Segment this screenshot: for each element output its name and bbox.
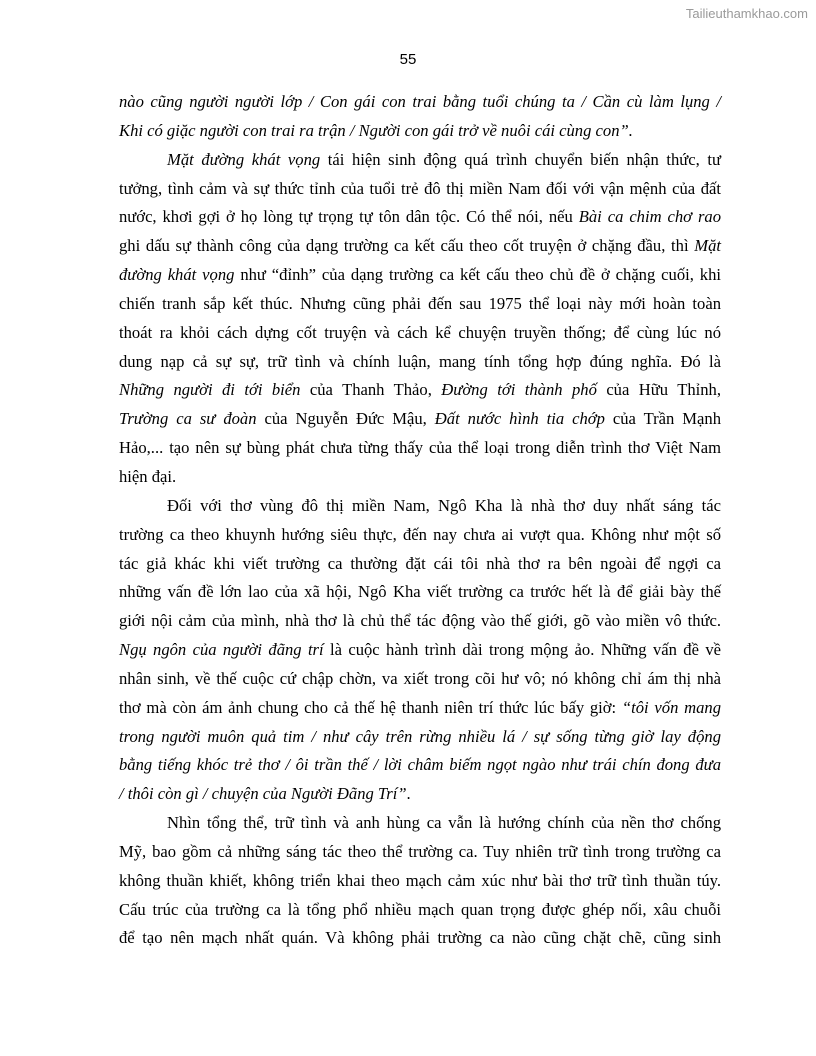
text-run: Mỹ, bao gồm cả những sáng tác theo thể trường ca. Tuy nhiên trữ tình trong trường ca [119,841,721,861]
italic-run: đường khát vọng [119,265,235,285]
page-number: 55 [399,51,417,68]
text-run: thơ mà còn ám ảnh chung cho cả thế hệ thanh niên trí thức lúc bấy giờ: [119,697,622,717]
text-line [119,88,721,117]
text-line [119,809,721,838]
text-run: để tạo nên mạch nhất quán. Và không phải trường ca nào cũng chặt chẽ, cũng sinh [119,928,721,948]
text-line [119,463,721,492]
italic-run: nào cũng người người lớp / Con gái con trai bằng tuổi chúng ta / Cần cù làm lụng / [119,92,721,111]
text-run: Nhìn tổng thể, trữ tình và anh hùng ca vẫn là hướng chính của nền thơ chống [167,813,721,833]
italic-run: Khi có giặc người con trai ra trận / Người con gái trở về nuôi cái cùng con”. [119,120,633,140]
text-line [119,405,721,434]
text-run: Cấu trúc của trường ca là tổng phổ nhiều mạch quan trọng được ghép nối, xâu chuỗi [119,899,721,919]
text-run: chiến tranh sắp kết thúc. Nhưng cũng phải đến sau 1975 thể loại này mới hoàn toàn [119,293,721,313]
text-line [119,232,721,261]
text-run: . [406,784,411,804]
italic-run: Ngụ ngôn của người đãng trí [119,640,324,660]
text-line [119,117,721,146]
italic-run: trong người muôn quả tim / như cây trên rừng nhiều lá / sự sống từng giờ lay động [119,726,721,746]
text-line [119,434,721,463]
text-line [119,838,721,867]
text-run: giới nội cảm của mình, nhà thơ là chủ thể tác động vào thế giới, gõ vào miền vô thức. [119,611,721,631]
text-line [119,896,721,925]
text-run: không thuần khiết, không triển khai theo mạch cảm xúc như bài thơ trữ tình thuần túy. [119,870,721,890]
text-line [119,924,721,953]
text-line [119,867,721,896]
text-run: tác giả khác khi viết trường ca thường đặt cái tôi nhà thơ ra bên ngoài để ngợi ca [119,553,721,573]
italic-run: Đường tới thành phố [441,380,597,400]
text-line [119,607,721,636]
text-line [119,492,721,521]
text-run: Hảo,... tạo nên sự bùng phát chưa từng thấy của thể loại trong diễn trình thơ Việt Nam [119,438,721,458]
watermark: Tailieuthamkhao.com [685,6,808,21]
italic-run: Những người đi tới biển [119,380,301,400]
text-line [119,261,721,290]
text-run: của Thanh Thảo, [300,380,442,400]
text-run: là cuộc hành trình dài trong mộng ảo. Những vấn đề về [323,640,721,660]
italic-run: Trường ca sư đoàn [119,409,257,429]
italic-run: Đất nước hình tia chớp [434,409,605,429]
italic-run: Mặt [694,236,721,256]
text-run: như “đỉnh” của dạng trường ca kết cấu theo chủ đề ở chặng cuối, khi [234,265,721,285]
text-run: của Hữu Thỉnh, [596,380,721,400]
text-line [119,780,721,809]
text-run: tưởng, tình cảm và sự thức tỉnh của tuổi trẻ đô thị miền Nam đối với vận mệnh của đất [119,178,721,198]
text-run: của Trần Mạnh [604,409,721,429]
text-line [119,319,721,348]
text-run: dung nạp cả sự sự, trữ tình và chính luận, mang tính tổng hợp đúng nghĩa. Đó là [119,351,721,371]
italic-run: Mặt đường khát vọng [167,149,321,169]
text-line [119,290,721,319]
body-text [119,88,721,953]
text-run: của Nguyễn Đức Mậu, [256,409,435,429]
text-line [119,723,721,752]
text-line [119,521,721,550]
text-run: Đối với thơ vùng đô thị miền Nam, Ngô Kha là nhà thơ duy nhất sáng tác [167,495,721,515]
text-run: tái hiện sinh động quá trình chuyển biến nhận thức, tư [320,149,721,169]
text-line [119,578,721,607]
italic-run: “tôi vốn mang [621,697,721,717]
text-line [119,550,721,579]
text-line [119,203,721,232]
text-line [119,694,721,723]
text-line [119,636,721,665]
text-line [119,348,721,377]
text-line [119,146,721,175]
text-line [119,751,721,780]
italic-run: / thôi còn gì / chuyện của Người Đãng Trí” [119,784,407,804]
text-line [119,376,721,405]
text-run: nhân sinh, về thế cuộc cứ chập chờn, va xiết trong cõi hư vô; nó không chỉ ám thị nhà [119,668,721,688]
text-run: thoát ra khỏi cách dựng cốt truyện và cách kể chuyện truyền thống; để cùng lúc nó [119,322,721,342]
italic-run: bằng tiếng khóc trẻ thơ / ôi trần thế / lời châm biếm ngọt ngào như trái chín đong đưa [119,755,721,775]
text-line [119,175,721,204]
text-run: hiện đại. [119,466,177,486]
text-run: trường ca theo khuynh hướng siêu thực, đến nay chưa ai vượt qua. Không như một số [119,524,721,544]
text-run: nước, khơi gợi ở họ lòng tự trọng tự tôn dân tộc. Có thể nói, nếu [119,207,579,227]
text-run: ghi dấu sự thành công của dạng trường ca kết cấu theo cốt truyện ở chặng đầu, thì [119,236,695,256]
italic-run: Bài ca chim chơ rao [578,207,721,227]
text-run: những vấn đề lớn lao của xã hội, Ngô Kha viết trường ca trước hết là để giải bày thế [119,582,721,602]
text-line [119,665,721,694]
